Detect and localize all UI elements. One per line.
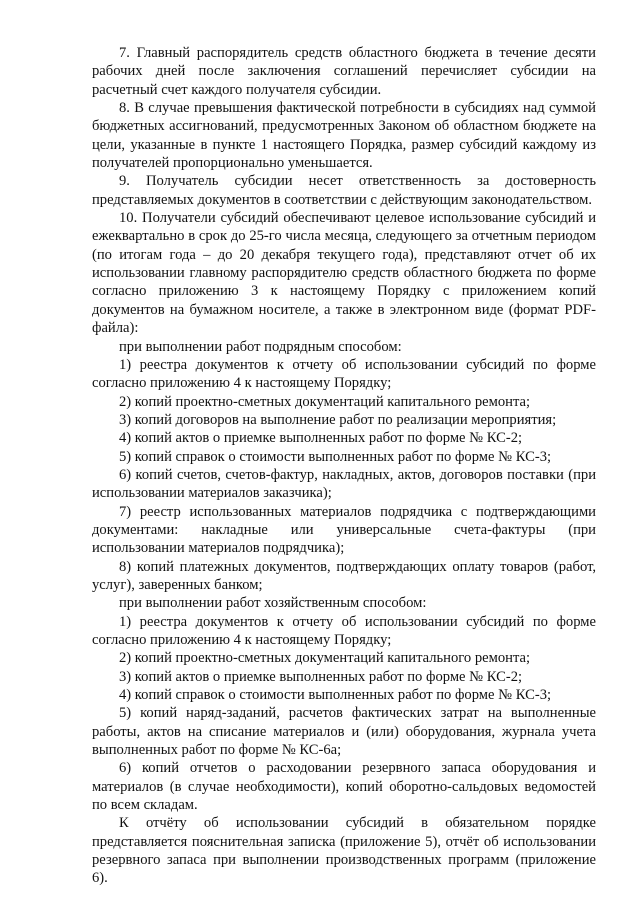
own-list-item-6: 6) копий отчетов о расходовании резервного запаса оборудования и материалов (в случае необходимости), копий оборотно-сальдовых ведомостей по всем складам. — [92, 760, 596, 814]
contract-method-heading: при выполнении работ подрядным способом: — [119, 338, 402, 355]
paragraph-item-9: 9. Получатель субсидии несет ответственность за достоверность представляемых документов в соответствии с действующим законодательством. — [92, 173, 596, 208]
own-list-item-2: 2) копий проектно-сметных документаций капитального ремонта; — [119, 650, 531, 667]
contract-list-item-6: 6) копий счетов, счетов-фактур, накладных, актов, договоров поставки (при использовании материалов заказчика); — [92, 466, 596, 502]
paragraph-item-8: 8. В случае превышения фактической потребности в субсидиях над суммой бюджетных ассигнований, предусмотренных Законом об областном бюджете на цели, указанные в пункте 1 настоящего Порядка, размер субсидий каждому из получателей пропорционально уменьшается. — [92, 100, 596, 172]
contract-list-item-1: 1) реестра документов к отчету об использовании субсидий по форме согласно приложению 4 к настоящему Порядку; — [92, 356, 596, 392]
contract-list-item-5: 5) копий справок о стоимости выполненных работ по форме № КС-3; — [119, 448, 552, 465]
paragraph-item-7: 7. Главный распорядитель средств областного бюджета в течение десяти рабочих дней после заключения соглашений перечисляет субсидии на расчетный счет каждого получателя субсидии. — [92, 45, 596, 98]
contract-list-item-7: 7) реестр использованных материалов подрядчика с подтверждающими документами: накладные или универсальные счета-фактуры (при использовании материалов подрядчика); — [92, 503, 596, 557]
contract-list-item-2: 2) копий проектно-сметных документаций капитального ремонта; — [119, 393, 531, 410]
closing-paragraph: К отчёту об использовании субсидий в обязательном порядке представляется пояснительная записка (приложение 5), отчёт об использовании резервного запаса при выполнении производственных программ (приложение 6). — [92, 815, 596, 887]
own-list-item-3: 3) копий актов о приемке выполненных работ по форме № КС-2; — [119, 668, 523, 685]
own-list-item-5: 5) копий наряд-заданий, расчетов фактических затрат на выполненные работы, актов на списание материалов и (или) оборудования, журнала учета выполненных работ по форме № КС-6а; — [92, 705, 596, 759]
paragraph-item-10: 10. Получатели субсидий обеспечивают целевое использование субсидий и ежеквартально в срок до 25-го числа месяца, следующего за отчетным периодом (по итогам года – до 20 декабря текущего года), представляют отчет об их использовании главному распорядителю средств областного бюджета по форме согласно приложению 3 к настоящему Порядку с приложением копий документов на бумажном носителе, а также в электронном виде (формат PDF-файла): — [92, 210, 596, 337]
contract-list-item-3: 3) копий договоров на выполнение работ по реализации мероприятия; — [119, 411, 557, 428]
own-list-item-4: 4) копий справок о стоимости выполненных работ по форме № КС-3; — [119, 687, 552, 704]
contract-list-item-4: 4) копий актов о приемке выполненных работ по форме № КС-2; — [119, 430, 523, 447]
own-method-heading: при выполнении работ хозяйственным способом: — [119, 595, 427, 612]
own-list-item-1: 1) реестра документов к отчету об использовании субсидий по форме согласно приложению 4 к настоящему Порядку; — [92, 613, 596, 648]
contract-list-item-8: 8) копий платежных документов, подтверждающих оплату товаров (работ, услуг), заверенных банком; — [92, 558, 596, 593]
